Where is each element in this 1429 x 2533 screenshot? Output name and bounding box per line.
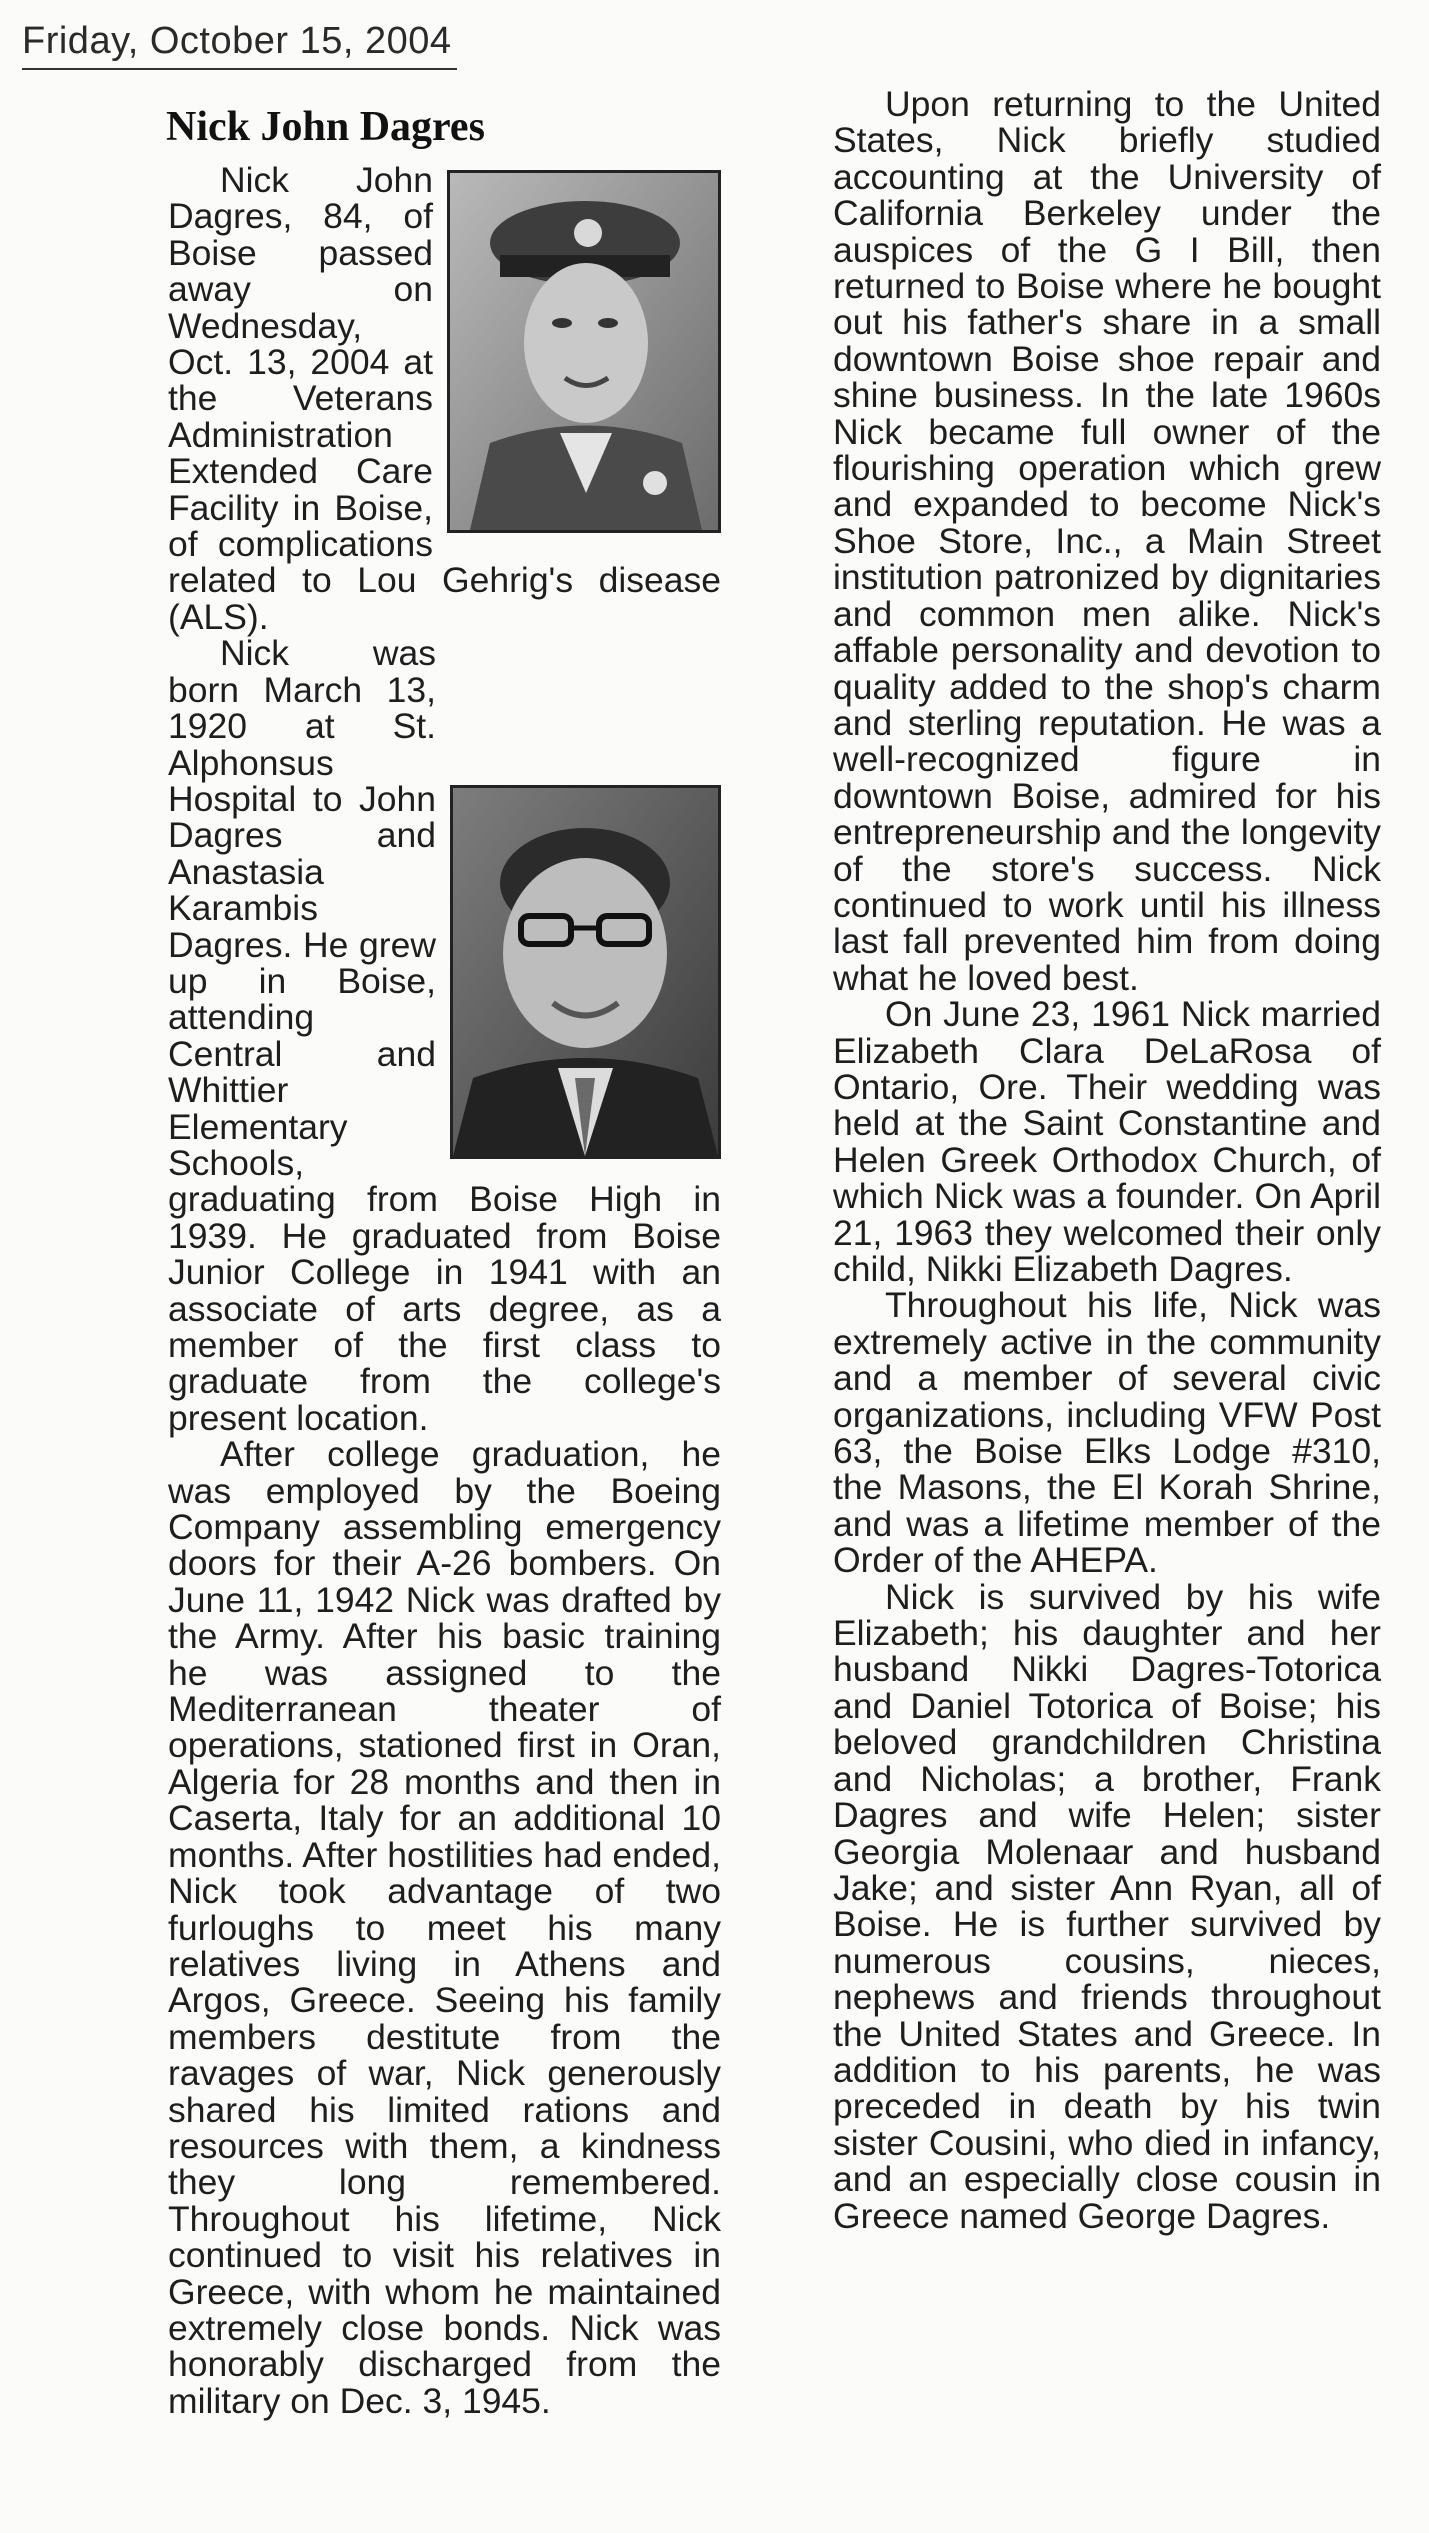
paragraph-career: Upon returning to the United States, Nick briefly studied accounting at the University of California Berkeley under the auspices of the G I Bill, then returned to Boise where he bought out his father's share in a small downtown Boise shoe repair and shine business. In the late 1960s Nick became full owner of the flourishing operation which grew and expanded to become Nick's Shoe Store, Inc., a Main Street institution patronized by dignitaries and common men alike. Nick's affable personality and devotion to quality added to the shop's charm and sterling reputation. He was a well-recognized figure in downtown Boise, admired for his entrepreneurship and the longevity of the store's success. Nick continued to work until his illness last fall prevented him from doing what he loved best. (833, 84, 1381, 998)
paragraph-early-life: Nick was born March 13, 1920 at St. Alphonsus Hospital to John Dagres and Anastasia Karambis Dagres. He grew up in Boise, attending Central and Whittier Elementary Schools, graduating from Boise High in 1939. He graduated from Boise Junior College in 1941 with an associate of arts degree, as a member of the first class to graduate from the college's present location. (168, 633, 721, 1438)
dateline: Friday, October 15, 2004 (22, 20, 452, 62)
paragraph-marriage: On June 23, 1961 Nick married Elizabeth Clara DeLaRosa of Ontario, Ore. Their wedding was held at the Saint Constantine and Helen Greek Orthodox Church, of which Nick was a founder. On April 21, 1963 they welcomed their only child, Nikki Elizabeth Dagres. (833, 994, 1381, 1289)
paragraph-intro: Nick John Dagres, 84, of Boise passed away on Wednesday, Oct. 13, 2004 at the Veterans Administration Extended Care Facility in Boise, of complications related to Lou Gehrig's disease (ALS). (168, 160, 721, 637)
obituary-headline: Nick John Dagres (166, 104, 485, 150)
dateline-rule (22, 68, 457, 70)
paragraph-community: Throughout his life, Nick was extremely active in the community and a member of several civic organizations, including VFW Post 63, the Boise Elks Lodge #310, the Masons, the El Korah Shrine, and was a lifetime member of the Order of the AHEPA. (833, 1285, 1381, 1581)
paragraph-military: After college graduation, he was employed by the Boeing Company assembling emergency doors for their A-26 bombers. On June 11, 1942 Nick was drafted by the Army. After his basic training he was assigned to the Mediterranean theater of operations, stationed first in Oran, Algeria for 28 months and then in Caserta, Italy for an additional 10 months. After hostilities had ended, Nick took advantage of two furloughs to meet his many relatives living in Athens and Argos, Greece. Seeing his family members destitute from the ravages of war, Nick generously shared his limited rations and resources with them, a kindness they long remembered. Throughout his lifetime, Nick continued to visit his relatives in Greece, with whom he maintained extremely close bonds. Nick was honorably discharged from the military on Dec. 3, 1945. (168, 1434, 721, 2421)
paragraph-survivors: Nick is survived by his wife Elizabeth; his daughter and her husband Nikki Dagres-Totorica and Daniel Totorica of Boise; his beloved grandchildren Christina and Nicholas; a brother, Frank Dagres and wife Helen; sister Georgia Molenaar and husband Jake; and sister Ann Ryan, all of Boise. He is further survived by numerous cousins, nieces, nephews and friends throughout the United States and Greece. In addition to his parents, he was preceded in death by his twin sister Cousini, who died in infancy, and an especially close cousin in Greece named George Dagres. (833, 1576, 1381, 2236)
soldier-portrait-photo (447, 170, 721, 533)
obituary-column-2 (833, 86, 1381, 2234)
obituary-column-1 (168, 162, 721, 2419)
older-portrait-photo (450, 785, 721, 1159)
